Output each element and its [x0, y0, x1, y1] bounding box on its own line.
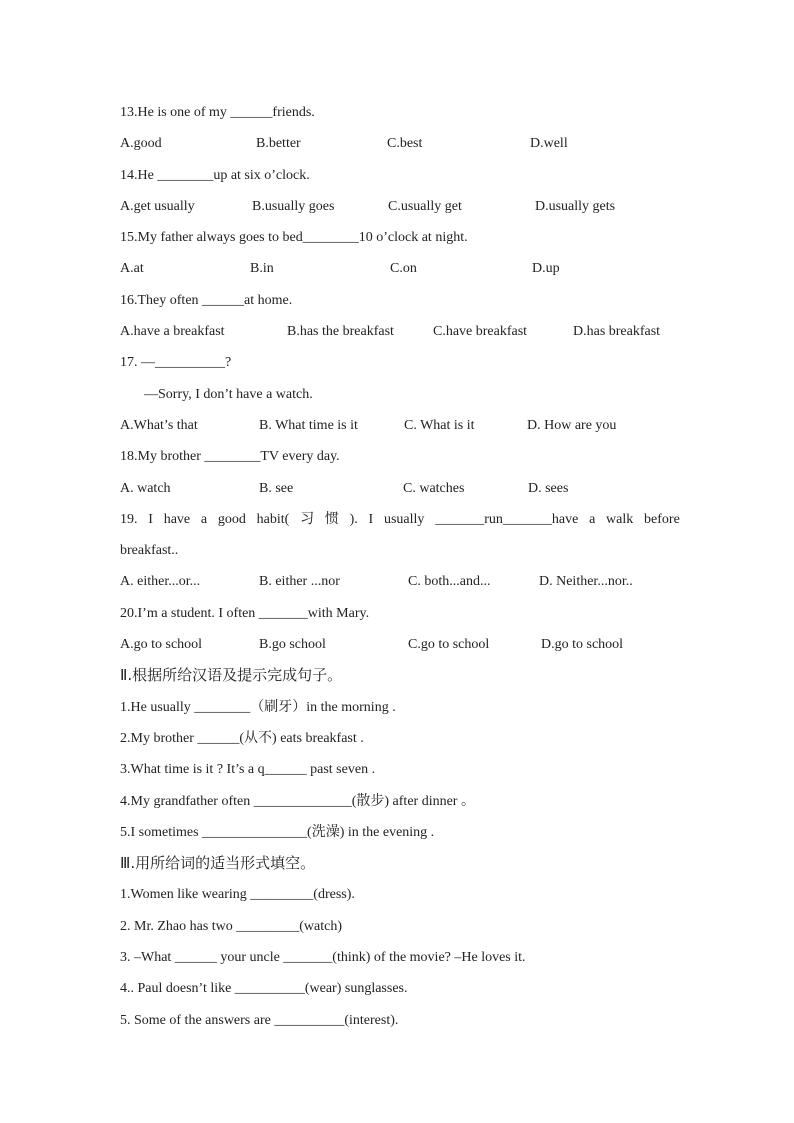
- fill-sentence: 4.. Paul doesn’t like __________(wear) sunglasses.: [120, 981, 408, 997]
- question-stem: 15.My father always goes to bed________10 o’clock at night.: [120, 230, 468, 246]
- option-b: B.usually goes: [252, 198, 335, 214]
- stem-word: 惯: [324, 511, 339, 527]
- option-d: D.usually gets: [535, 198, 616, 214]
- question-19-options: [120, 566, 680, 597]
- section-3-heading: [120, 848, 680, 879]
- option-c: C.have breakfast: [433, 324, 528, 340]
- option-a: A.have a breakfast: [120, 324, 225, 340]
- option-c: C.usually get: [388, 198, 462, 214]
- question-16: [120, 285, 680, 316]
- section-3-item-1: [120, 879, 680, 910]
- question-17-reply: [120, 379, 680, 410]
- option-d: D.well: [530, 136, 568, 152]
- question-stem: 14.He ________up at six o’clock.: [120, 167, 310, 183]
- section-3-item-3: [120, 942, 680, 973]
- question-14: [120, 160, 680, 191]
- option-c: C. What is it: [404, 417, 475, 433]
- stem-word: ).: [349, 511, 358, 527]
- question-20: [120, 598, 680, 629]
- question-19: [120, 504, 680, 535]
- fill-sentence: 3. –What ______ your uncle _______(think) of the movie? –He loves it.: [120, 950, 526, 966]
- fill-sentence: 1.He usually ________（刷牙）in the morning .: [120, 699, 396, 715]
- question-14-options: [120, 191, 680, 222]
- section-3-item-4: [120, 973, 680, 1004]
- question-stem: breakfast..: [120, 543, 179, 559]
- stem-word: before: [644, 511, 680, 527]
- option-d: D.up: [532, 261, 560, 277]
- question-13: [120, 97, 680, 128]
- option-c: C.on: [390, 261, 417, 277]
- section-2-item-1: [120, 692, 680, 723]
- fill-sentence: 3.What time is it ? It’s a q______ past seven .: [120, 762, 376, 778]
- option-a: A. either...or...: [120, 574, 201, 590]
- question-stem: 18.My brother ________TV every day.: [120, 449, 340, 465]
- question-20-options: [120, 629, 680, 660]
- fill-sentence: 5. Some of the answers are __________(interest).: [120, 1012, 399, 1028]
- stem-word: 习: [300, 511, 315, 527]
- option-b: B.go school: [259, 637, 326, 653]
- option-c: C.best: [387, 136, 423, 152]
- question-18: [120, 441, 680, 472]
- option-b: B. What time is it: [259, 417, 358, 433]
- question-stem: 13.He is one of my ______friends.: [120, 105, 315, 120]
- section-2-heading: [120, 660, 680, 691]
- option-a: A.at: [120, 261, 144, 277]
- stem-word: have: [163, 511, 191, 527]
- section-heading: Ⅱ.根据所给汉语及提示完成句子。: [120, 666, 343, 685]
- worksheet: [120, 97, 680, 1036]
- question-16-options: [120, 316, 680, 347]
- stem-word: usually: [383, 511, 425, 527]
- section-3-item-5: [120, 1005, 680, 1036]
- option-d: D. sees: [528, 480, 569, 496]
- stem-word: habit(: [256, 511, 290, 527]
- option-b: B. either ...nor: [259, 574, 340, 590]
- option-d: D.go to school: [541, 637, 624, 653]
- question-17: [120, 347, 680, 378]
- question-18-options: [120, 473, 680, 504]
- option-d: D. How are you: [527, 417, 617, 433]
- stem-word: I: [148, 511, 153, 527]
- question-stem: 17. —__________?: [120, 355, 232, 371]
- section-2-item-3: [120, 754, 680, 785]
- section-3-item-2: [120, 911, 680, 942]
- option-c: C. watches: [403, 480, 465, 496]
- fill-sentence: 2. Mr. Zhao has two _________(watch): [120, 918, 343, 934]
- option-b: B.better: [256, 136, 301, 152]
- fill-sentence: 1.Women like wearing _________(dress).: [120, 887, 355, 903]
- question-17-options: [120, 410, 680, 441]
- stem-word: walk: [606, 511, 634, 527]
- fill-sentence: 4.My grandfather often ______________(散步) after dinner 。: [120, 793, 475, 809]
- option-a: A.What’s that: [120, 417, 198, 433]
- question-13-options: [120, 128, 680, 159]
- option-b: B.in: [250, 261, 274, 277]
- stem-word: a: [200, 511, 208, 527]
- section-2-item-2: [120, 723, 680, 754]
- stem-word: 19.: [120, 511, 138, 527]
- question-stem: 16.They often ______at home.: [120, 292, 293, 308]
- section-heading: Ⅲ.用所给词的适当形式填空。: [120, 854, 316, 873]
- fill-sentence: 5.I sometimes _______________(洗澡) in the evening .: [120, 824, 435, 840]
- option-d: D.has breakfast: [573, 324, 661, 340]
- option-a: A.get usually: [120, 198, 195, 214]
- fill-sentence: 2.My brother ______(从不) eats breakfast .: [120, 730, 364, 746]
- question-15: [120, 222, 680, 253]
- question-stem: 20.I’m a student. I often _______with Mary.: [120, 605, 370, 621]
- stem-word: I: [368, 511, 374, 527]
- section-2-item-4: [120, 786, 680, 817]
- option-d: D. Neither...nor..: [539, 574, 633, 590]
- stem-word: _______run_______have: [435, 511, 579, 527]
- option-b: B.has the breakfast: [287, 324, 394, 340]
- option-a: A.go to school: [120, 637, 203, 653]
- dialogue-reply: —Sorry, I don’t have a watch.: [144, 386, 313, 402]
- option-c: C. both...and...: [408, 574, 491, 590]
- option-c: C.go to school: [408, 637, 490, 653]
- option-a: A.good: [120, 136, 162, 152]
- question-15-options: [120, 253, 680, 284]
- stem-word: a: [589, 511, 596, 527]
- option-b: B. see: [259, 480, 294, 496]
- question-19-continued: [120, 535, 680, 566]
- section-2-item-5: [120, 817, 680, 848]
- option-a: A. watch: [120, 480, 171, 496]
- stem-word: good: [217, 511, 246, 527]
